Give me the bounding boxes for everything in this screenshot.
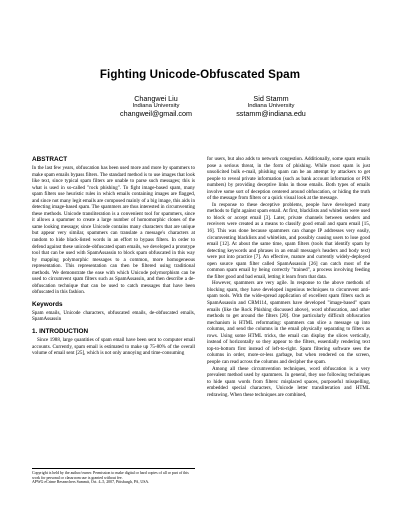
author-name: Sid Stamm [253,94,289,103]
body-paragraph: However, spammers are very agile. In response to the above methods of blocking spam, they have developed ingenious techniques to circumvent anti-spam tools. With the wide-spread application of excellent spam filters such as SpamAssassin and CRM114, spammers have developed "image-based" spam emails (like the Rock Phishing discussed above), word obfuscation, and other methods to get around the filters [20]. One particularly difficult obfuscation mechanism is HTML reformating: spammers can slice a message up into columns, and send the columns in the email physically separating to filters as rows. Using some HTML tricks, the email can display the slices vertically, instead of horizontally so they appear to the filters, essentially rendering text top-to-bottom first instead of left-to-right. Spam filtering software sees the columns in order, more-or-less garbage, but when rendered on the screen, people can read across the columns and decipher the spam. [207,280,370,365]
introduction-text: Since 1988, large quantities of spam email have been sent to computer email accounts. Currently, spam email is estimated to make up 75-80% of the overall volume of email sent [25], which is not only annoying and time-consuming [32,337,195,357]
keywords-section [32,301,195,323]
body-paragraph: Among all these circumvention techniques, word obfuscation is a very prevalent method used by spammers. In general, they use following techniques to hide spam words from filters: misplaced spaces, purposeful misspelling, embedded special characters, Unicode letter transliteration and HTML redrawing. When these techniques are combined, [207,365,370,398]
author-email: sstamm@indiana.edu [236,109,306,119]
keywords-text: Spam emails, Unicode characters, obfuscated emails, de-obfuscated emails, SpamAssassin [32,309,195,323]
left-column [32,156,195,357]
abstract-text: In the last few years, obfuscation has been used more and more by spammers to make spam emails bypass filters. The standard method is to use images that look like text, since typical spam filters are unable to parse such messages; this is what is used in so-called "rock phishing". To fight image-based spam, many spam filters use heuristic rules in which emails containing images are flagged, and since not many legit emails are composed mainly of a big image, this aids in detecting image-based spam. The spammers are thus interested in circumventing these methods. Unicode transliteration is a convenient tool for spammers, since it allows a spammer to create a large number of homomorphic clones of the same looking message; since Unicode contains many characters that are unique but appear very similar, spammers can translate a message's characters at random to hide black-listed words in an effort to bypass filters. In order to defend against these unicode-obfuscated spam emails, we developed a prototype tool that can be used with SpamAssassin to block spam obfuscated in this way by mapping polymorphic messages to a common, more homogeneous representation. This representation can then be filtered using traditional methods. We demonstrate the ease with which Unicode polymorphism can be used to circumvent spam filters such as SpamAssassin, and then describe a de-obfuscation technique that can be used to catch messages that have been obfuscated in this fashion. [32,165,195,296]
right-column [207,156,370,398]
body-paragraph: In response to these deceptive problems, people have developed many methods to fight against spam email. At first, blacklists and whitelists were used to block or accept email [3]. Later, private channels between senders and receivers were created as a means to classify good email and spam email [15, 16]. This was done because spammers can change IP addresses very easily, circumventing blacklists and whitelists, and possibly causing users to lose good email [12]. At about the same time, spam filters (tools that identify spam by detecting keywords and phrases in an email message's headers and body text) were put into practice [7]. An effective, mature and currently widely-deployed open source spam filter called SpamAssassin [26] can catch most of the common spam email by being correctly "trained", a process involving feeding the filter good and bad email, letting it learn from that data. [207,201,370,280]
author-affiliation: Indiana University [132,103,180,110]
footnote-rule [32,468,195,469]
introduction-section [32,328,195,357]
footnote-copyright: Copyright is held by the author/owner. Permission to make digital or hard copies of all or part of this work for personal or classroom use is granted without fee. [32,471,189,480]
body-paragraph: for users, but also adds to network congestion. Additionally, some spam emails pose a serious threat, in the form of phishing. While most spam is just unsolicited bulk e-mail, phishing spam can be an attempt by attackers to get people to reveal private information (such as bank account information or PIN numbers) by providing deceptive links in those emails. Both types of emails involve some sort of deception centered around obfuscation, or hiding the truth of the message from filters or a quick visual look at the message. [207,156,370,202]
keywords-heading: Keywords [32,300,63,308]
copyright-footnote [32,468,195,485]
author-affiliation: Indiana University [247,103,295,110]
abstract-heading: ABSTRACT [32,156,68,163]
author-name: Changwei Liu [134,94,178,103]
paper-title: Fighting Unicode-Obfuscated Spam [99,68,301,81]
footnote-venue: APWG eCrime Researchers Summit, Oct. 4–5, 2007, Pittsburgh, PA, USA. [32,480,150,485]
introduction-heading: 1. INTRODUCTION [32,328,89,336]
author-2 [196,95,346,119]
author-email: changweil@gmail.com [119,109,192,119]
